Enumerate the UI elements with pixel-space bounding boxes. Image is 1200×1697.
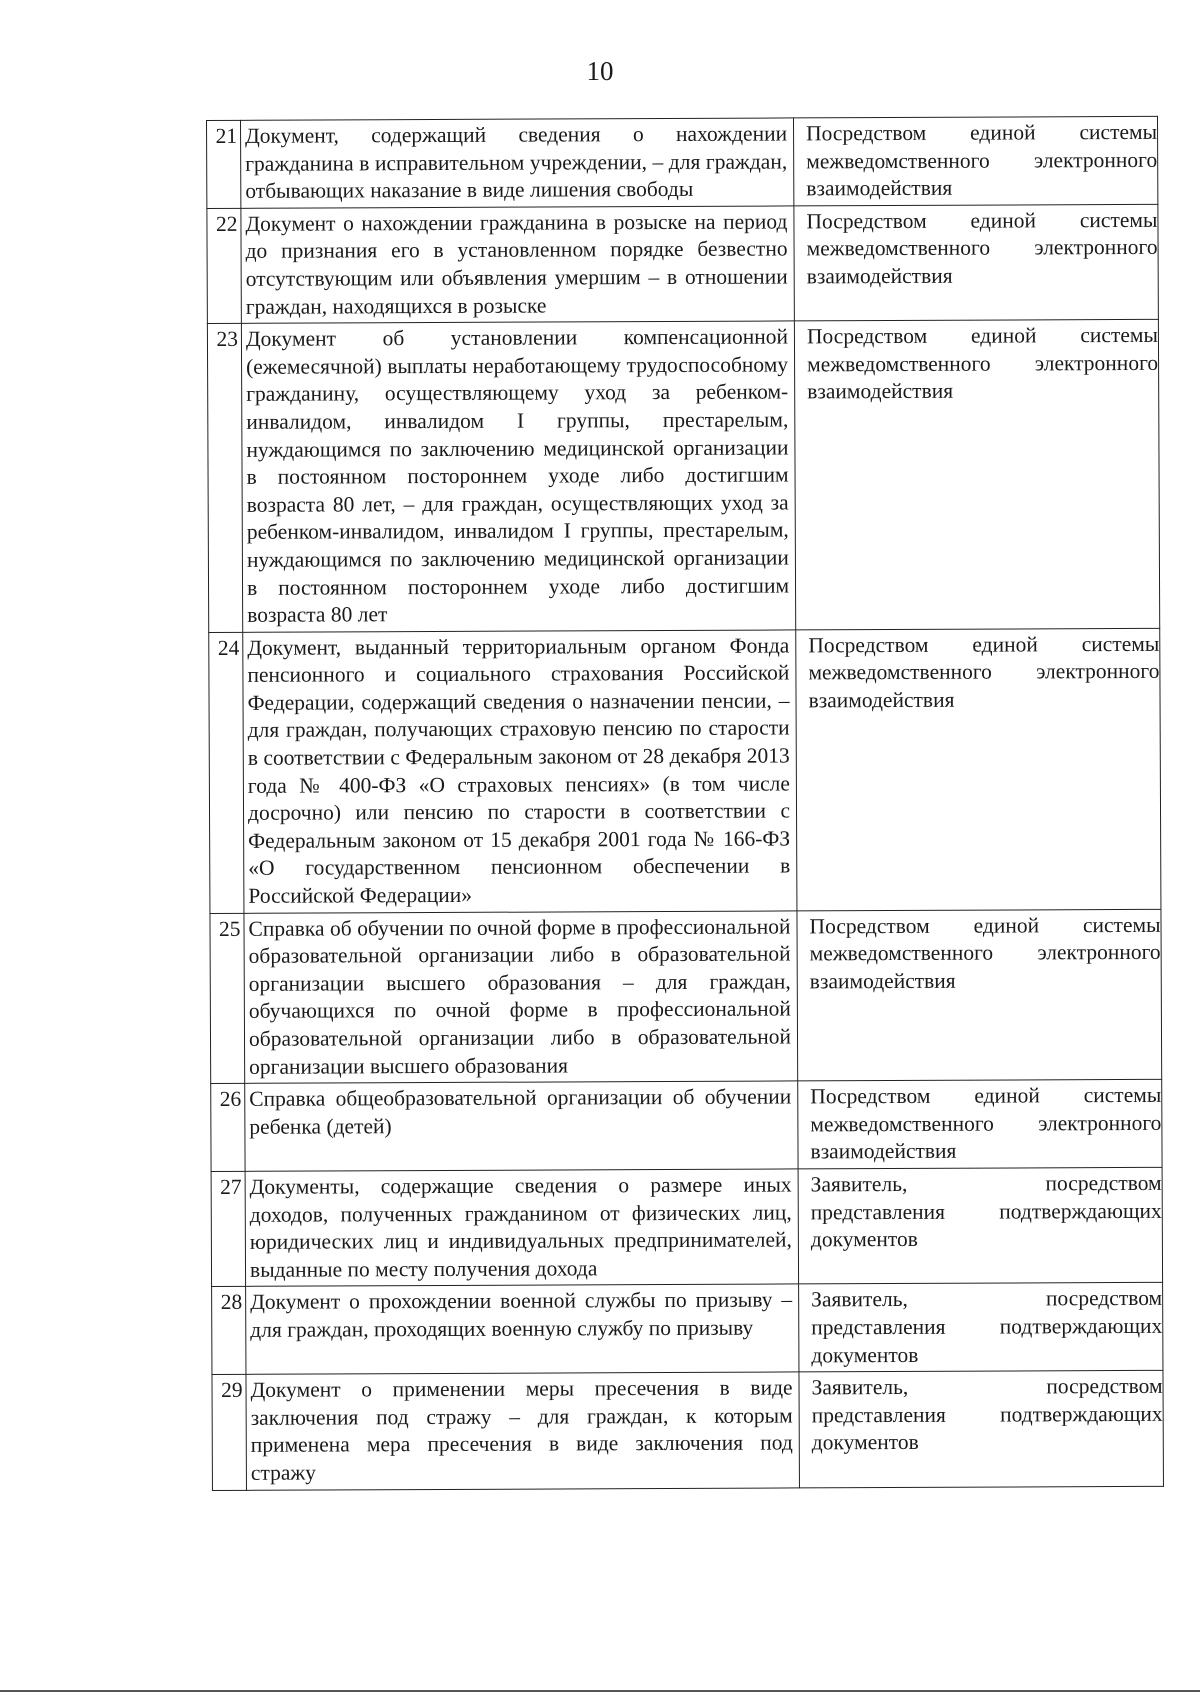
row-number: 29	[212, 1374, 247, 1490]
table-row	[211, 1080, 1162, 1172]
row-number: 24	[209, 632, 244, 913]
submission-method: Посредством единой системы межведомственного электронного взаимодействия	[798, 1080, 1162, 1169]
submission-method: Посредством единой системы межведомственного электронного взаимодействия	[797, 909, 1162, 1081]
submission-method: Заявитель, посредством представления подтверждающих документов	[799, 1283, 1163, 1372]
documents-table	[206, 116, 1164, 1491]
scan-edge-divider	[0, 1690, 1200, 1692]
document-description: Справка об обучении по очной форме в профессиональной образовательной организации либо в образовательной организации высшего образования – для граждан, обучающихся по очной форме в профессиональной образовательной организации либо в образовательной организации высшего образования	[244, 911, 798, 1084]
row-number: 25	[210, 913, 245, 1084]
submission-method: Посредством единой системы межведомственного электронного взаимодействия	[794, 204, 1158, 321]
documents-table-body	[207, 116, 1164, 1490]
table-row	[212, 1283, 1163, 1375]
row-number: 22	[207, 208, 242, 324]
table-row	[207, 320, 1159, 633]
row-number: 26	[211, 1084, 245, 1172]
table-row	[207, 204, 1158, 324]
page-number: 10	[586, 56, 614, 86]
document-description: Документ о нахождении гражданина в розыске на период до признания его в установленном порядке безвестно отсутствующим или объявления умершим – в отношении граждан, находящихся в розыске	[241, 206, 794, 324]
document-description: Документ, содержащий сведения о нахождении гражданина в исправительном учреждении, – для граждан, отбывающих наказание в виде лишения свободы	[241, 118, 794, 208]
submission-method: Посредством единой системы межведомственного электронного взаимодействия	[793, 116, 1157, 205]
row-number: 28	[212, 1287, 246, 1375]
document-description: Документы, содержащие сведения о размере иных доходов, полученных гражданином от физических лиц, юридических лиц и индивидуальных предпринимателей, выданные по месту получения дохода	[245, 1169, 798, 1287]
row-number: 23	[207, 324, 242, 633]
document-description: Документ, выданный территориальным органом Фонда пенсионного и социального страхования Российской Федерации, содержащий сведения о назначении пенсии, – для граждан, получающих страховую пенсию по старости в соответствии с Федеральным законом от 28 декабря 2013 года № 400-ФЗ «О страховых пенсиях» (в том числе досрочно) или пенсию по старости в соответствии с Федеральным законом от 15 декабря 2001 года № 166-ФЗ «О государственном пенсионном обеспечении в Российской Федерации»	[243, 630, 797, 913]
submission-method: Посредством единой системы межведомственного электронного взаимодействия	[796, 628, 1161, 911]
submission-method: Заявитель, посредством представления подтверждающих документов	[798, 1167, 1163, 1284]
document-description: Документ о прохождении военной службы по призыву – для граждан, проходящих военную службу по призыву	[246, 1284, 799, 1374]
table-row	[210, 909, 1162, 1084]
submission-method: Посредством единой системы межведомственного электронного взаимодействия	[794, 320, 1159, 630]
document-description: Документ о применении меры пресечения в виде заключения под стражу – для граждан, к которым применена мера пресечения в виде заключения под стражу	[246, 1372, 799, 1490]
table-row	[212, 1370, 1163, 1490]
row-number: 21	[207, 120, 241, 208]
table-row	[207, 116, 1158, 208]
table-row	[211, 1167, 1162, 1287]
table-row	[209, 628, 1161, 913]
document-description: Справка общеобразовательной организации об обучении ребенка (детей)	[245, 1081, 798, 1171]
submission-method: Заявитель, посредством представления подтверждающих документов	[799, 1370, 1163, 1487]
document-description: Документ об установлении компенсационной (ежемесячной) выплаты неработающему трудоспособному гражданину, осуществляющему уход за ребенком-инвалидом, инвалидом I группы, престарелым, нуждающимся по заключению медицинской организации в постоянном постороннем уходе либо достигшим возраста 80 лет, – для граждан, осуществляющих уход за ребенком-инвалидом, инвалидом I группы, престарелым, нуждающимся по заключению медицинской организации в постоянном постороннем уходе либо достигшим возраста 80 лет	[241, 321, 795, 632]
row-number: 27	[211, 1171, 246, 1287]
